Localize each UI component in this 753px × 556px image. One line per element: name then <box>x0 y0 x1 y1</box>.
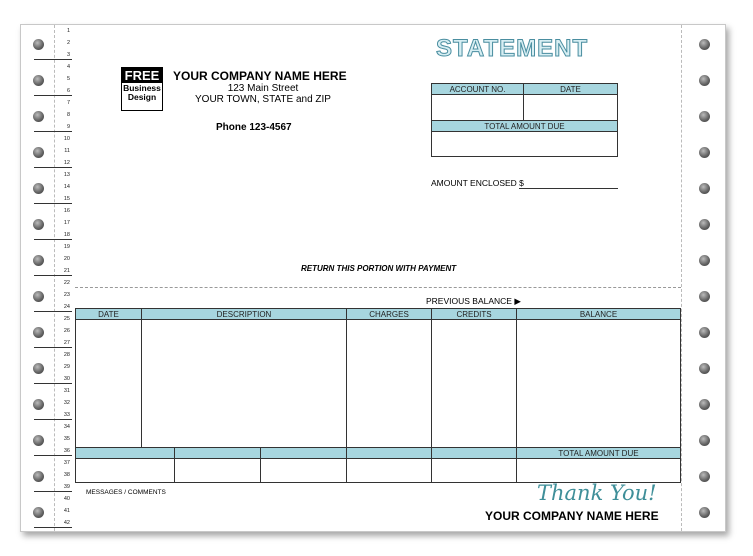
ledger-total-due-field[interactable] <box>517 460 680 482</box>
company-city: YOUR TOWN, STATE and ZIP <box>195 94 331 105</box>
ruler-number: 32 <box>63 400 70 406</box>
ruler-number: 2 <box>66 40 70 46</box>
ruler-number: 20 <box>63 256 70 262</box>
company-name: YOUR COMPANY NAME HERE <box>173 69 347 83</box>
ruler-number: 33 <box>63 412 70 418</box>
right-perforation <box>681 25 682 531</box>
business-design-logo <box>121 67 163 111</box>
ruler-number: 15 <box>63 196 70 202</box>
ruler-tick <box>34 419 72 420</box>
total-due-header: TOTAL AMOUNT DUE <box>431 120 618 132</box>
column-charges: CHARGES <box>346 308 432 320</box>
ruler-number: 41 <box>63 508 70 514</box>
ruler-tick <box>34 491 72 492</box>
ruler-tick <box>34 455 72 456</box>
ruler-number: 29 <box>63 364 70 370</box>
tractor-hole <box>699 147 710 158</box>
tractor-hole <box>699 327 710 338</box>
ruler-tick <box>34 167 72 168</box>
ruler-number: 26 <box>63 328 70 334</box>
tractor-hole <box>699 363 710 374</box>
tractor-hole <box>699 399 710 410</box>
company-phone: Phone 123-4567 <box>216 122 292 133</box>
totals-row-strip-2 <box>174 447 261 459</box>
totals-row-strip-3 <box>260 447 347 459</box>
ruler-tick <box>34 275 72 276</box>
ledger-body[interactable] <box>76 321 680 447</box>
date-field[interactable] <box>524 96 617 120</box>
totals-row-strip-4 <box>346 447 432 459</box>
ruler-number: 18 <box>63 232 70 238</box>
tractor-hole <box>699 75 710 86</box>
logo-free-text: FREE <box>122 68 162 83</box>
tractor-hole <box>33 327 44 338</box>
ruler-number: 8 <box>66 112 70 118</box>
tractor-hole <box>33 39 44 50</box>
ruler-tick <box>34 95 72 96</box>
ruler-number: 3 <box>66 52 70 58</box>
tractor-hole <box>33 291 44 302</box>
column-description: DESCRIPTION <box>141 308 347 320</box>
ruler-number: 25 <box>63 316 70 322</box>
ruler-number: 19 <box>63 244 70 250</box>
total-due-field[interactable] <box>432 132 617 156</box>
tractor-hole <box>699 471 710 482</box>
messages-label: MESSAGES / COMMENTS <box>86 489 166 496</box>
tractor-hole <box>33 111 44 122</box>
amount-enclosed-field[interactable] <box>519 188 618 189</box>
footer-company-name: YOUR COMPANY NAME HERE <box>485 509 659 523</box>
ruler-number: 23 <box>63 292 70 298</box>
tractor-hole <box>33 399 44 410</box>
statement-title: STATEMENT <box>436 35 589 62</box>
ruler-number: 6 <box>66 88 70 94</box>
ruler-number: 10 <box>63 136 70 142</box>
tractor-hole <box>699 219 710 230</box>
ruler-tick <box>34 311 72 312</box>
totals-row-strip-1 <box>75 447 175 459</box>
ruler-number: 39 <box>63 484 70 490</box>
line-ruler <box>54 25 74 533</box>
tractor-hole <box>33 147 44 158</box>
tractor-hole <box>699 183 710 194</box>
account-no-field[interactable] <box>432 96 523 120</box>
tractor-hole <box>33 435 44 446</box>
ruler-tick <box>34 527 72 528</box>
ruler-number: 31 <box>63 388 70 394</box>
ruler-number: 12 <box>63 160 70 166</box>
ruler-tick <box>34 59 72 60</box>
previous-balance-label: PREVIOUS BALANCE ▶ <box>426 296 521 306</box>
ruler-number: 11 <box>64 148 70 154</box>
ruler-number: 16 <box>63 208 70 214</box>
logo-design-text: Design <box>127 91 157 102</box>
tractor-hole <box>699 39 710 50</box>
ruler-number: 13 <box>63 172 70 178</box>
ruler-number: 5 <box>66 76 70 82</box>
column-credits: CREDITS <box>431 308 517 320</box>
tractor-hole <box>33 255 44 266</box>
tear-line <box>75 287 681 288</box>
ledger-total-due-header: TOTAL AMOUNT DUE <box>516 447 681 459</box>
tractor-hole <box>33 363 44 374</box>
ruler-tick <box>34 203 72 204</box>
totals-row-strip-5 <box>431 447 517 459</box>
ruler-number: 30 <box>63 376 70 382</box>
right-tractor-strip <box>689 25 725 531</box>
ruler-tick <box>34 239 72 240</box>
ruler-tick <box>34 131 72 132</box>
tractor-hole <box>33 219 44 230</box>
ruler-number: 17 <box>63 220 70 226</box>
ruler-number: 28 <box>63 352 70 358</box>
ruler-number: 9 <box>66 124 70 130</box>
ruler-number: 7 <box>66 100 70 106</box>
ruler-number: 36 <box>63 448 70 454</box>
ruler-number: 42 <box>63 520 70 526</box>
date-header: DATE <box>523 83 618 95</box>
tractor-hole <box>699 435 710 446</box>
ruler-number: 37 <box>63 460 70 466</box>
ruler-number: 40 <box>63 496 70 502</box>
statement-form <box>20 24 726 532</box>
ruler-tick <box>34 383 72 384</box>
ruler-number: 1 <box>66 28 70 34</box>
ruler-number: 24 <box>63 304 70 310</box>
tractor-hole <box>33 507 44 518</box>
ruler-number: 35 <box>63 436 70 442</box>
tractor-hole <box>699 291 710 302</box>
amount-enclosed-label: AMOUNT ENCLOSED $ <box>431 178 524 188</box>
ruler-number: 27 <box>63 340 70 346</box>
ruler-number: 21 <box>63 268 70 274</box>
thank-you-text: Thank You! <box>537 481 657 505</box>
ruler-tick <box>34 347 72 348</box>
tractor-hole <box>33 75 44 86</box>
company-street: 123 Main Street <box>227 83 299 94</box>
column-balance: BALANCE <box>516 308 681 320</box>
logo-business-text: Business <box>123 83 161 93</box>
return-portion-note: RETURN THIS PORTION WITH PAYMENT <box>301 264 457 273</box>
ruler-number: 22 <box>63 280 70 286</box>
tractor-hole <box>33 471 44 482</box>
account-no-header: ACCOUNT NO. <box>431 83 524 95</box>
tractor-hole <box>699 111 710 122</box>
ruler-number: 34 <box>63 424 70 430</box>
ruler-number: 14 <box>63 184 70 190</box>
tractor-hole <box>33 183 44 194</box>
ruler-number: 4 <box>66 64 70 70</box>
tractor-hole <box>699 507 710 518</box>
tractor-hole <box>699 255 710 266</box>
column-date: DATE <box>75 308 142 320</box>
ruler-number: 38 <box>63 472 70 478</box>
